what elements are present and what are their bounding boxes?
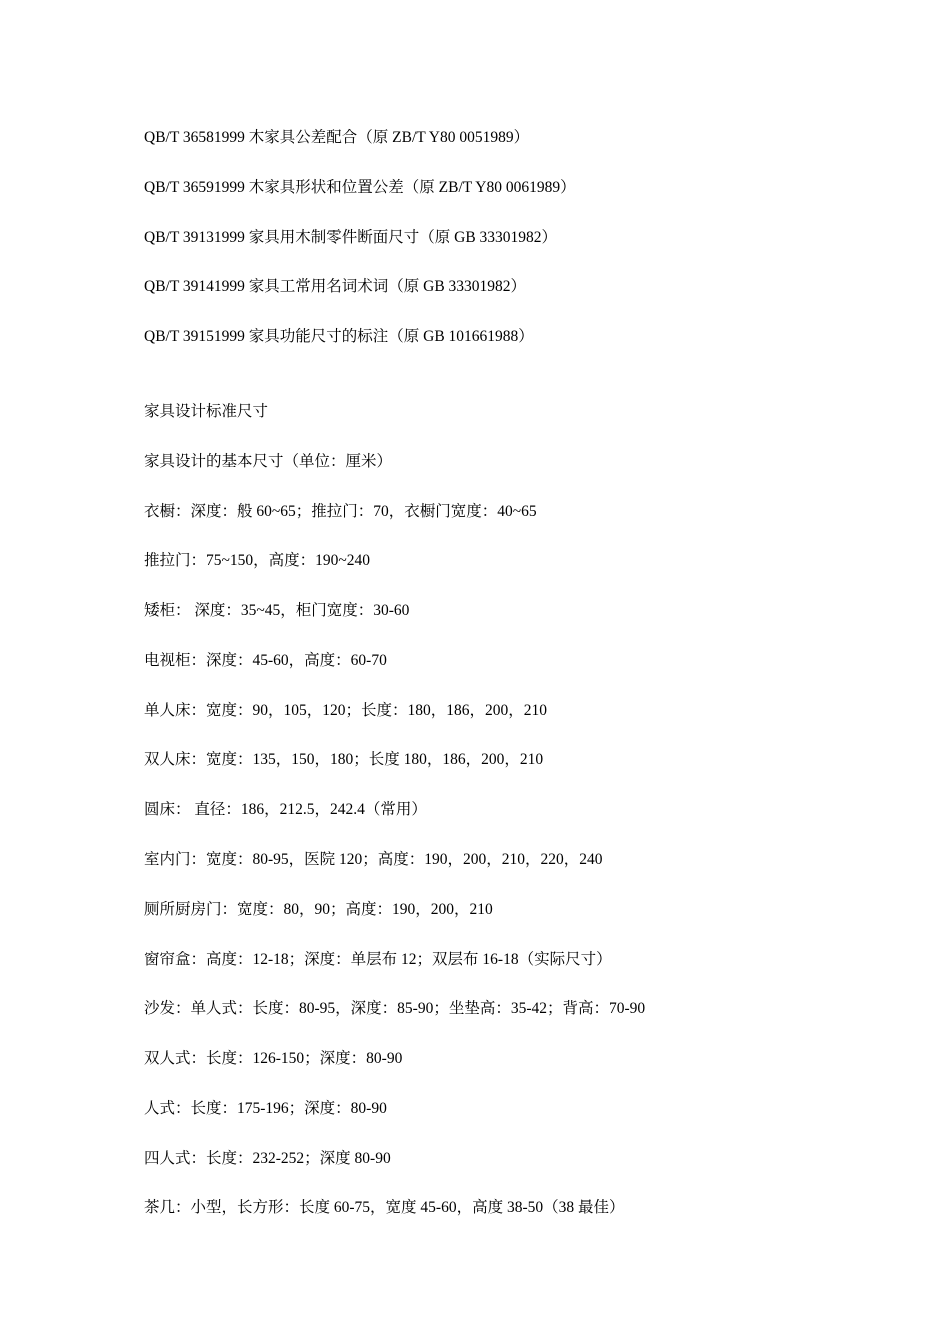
dimension-line: 衣橱：深度：般 60~65；推拉门：70，衣橱门宽度：40~65 (144, 503, 537, 520)
standard-line: QB/T 39151999 家具功能尺寸的标注（原 GB 101661988） (144, 328, 534, 345)
dimension-line: 双人床：宽度：135，150，180；长度 180，186，200，210 (144, 751, 544, 768)
dimension-line: 圆床： 直径：186，212.5，242.4（常用） (144, 801, 427, 818)
standard-line: QB/T 39131999 家具用木制零件断面尺寸（原 GB 33301982） (144, 229, 558, 246)
standard-line: QB/T 36591999 木家具形状和位置公差（原 ZB/T Y80 0061989） (144, 179, 576, 196)
dimension-line: 茶几：小型，长方形：长度 60-75，宽度 45-60，高度 38-50（38 最佳） (144, 1199, 625, 1216)
standard-line: QB/T 36581999 木家具公差配合（原 ZB/T Y80 0051989） (144, 129, 530, 146)
dimension-line: 窗帘盒：高度：12-18；深度：单层布 12；双层布 16-18（实际尺寸） (144, 951, 612, 968)
dimension-line: 双人式：长度：126-150；深度：80-90 (144, 1050, 403, 1067)
dimension-line: 四人式：长度：232-252；深度 80-90 (144, 1150, 391, 1167)
dimension-line: 矮柜： 深度：35~45，柜门宽度：30-60 (144, 602, 410, 619)
dimension-line: 室内门：宽度：80-95，医院 120；高度：190，200，210，220，240 (144, 851, 603, 868)
section-subtitle: 家具设计的基本尺寸（单位：厘米） (144, 453, 393, 470)
dimension-line: 单人床：宽度：90，105，120；长度：180，186，200，210 (144, 702, 548, 719)
dimension-line: 电视柜：深度：45-60，高度：60-70 (144, 652, 387, 669)
dimension-line: 厕所厨房门：宽度：80，90；高度：190，200，210 (144, 901, 493, 918)
dimension-line: 人式：长度：175-196；深度：80-90 (144, 1100, 387, 1117)
dimension-line: 沙发：单人式：长度：80-95，深度：85-90；坐垫高：35-42；背高：70-90 (144, 1000, 646, 1017)
section-title: 家具设计标准尺寸 (144, 403, 269, 420)
dimension-line: 推拉门：75~150，高度：190~240 (144, 552, 371, 569)
standard-line: QB/T 39141999 家具工常用名词术词（原 GB 33301982） (144, 278, 527, 295)
